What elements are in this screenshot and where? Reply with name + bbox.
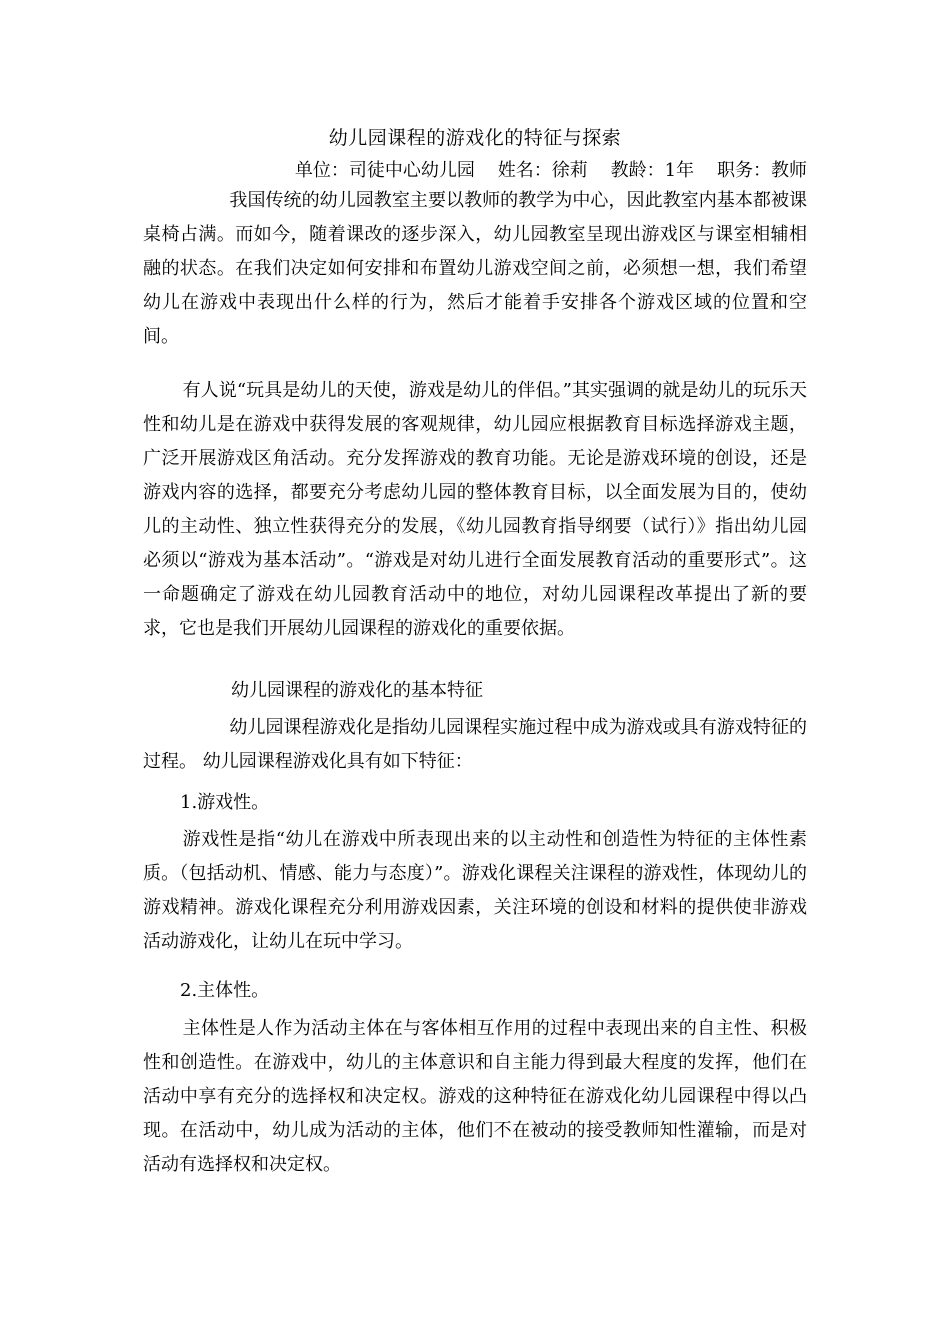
paragraph-subjectivity: 主体性是人作为活动主体在与客体相互作用的过程中表现出来的自主性、积极性和创造性。在游戏中，幼儿的主体意识和自主能力得到最大程度的发挥，他们在活动中享有充分的选择权和决定权。游戏的这种特征在游戏化幼儿园课程中得以凸现。在活动中，幼儿成为活动的主体，他们不在被动的接受教师知性灌输，而是对活动有选择权和决定权。	[143, 1018, 807, 1175]
document-title: 幼儿园课程的游戏化的特征与探索	[328, 127, 622, 149]
author-info-line: 单位：司徒中心幼儿园 姓名：徐莉 教龄：1年 职务：教师	[294, 160, 807, 181]
paragraph-intro: 我国传统的幼儿园教室主要以教师的教学为中心，因此教室内基本都被课桌椅占满。而如今，随着课改的逐步深入，幼儿园教室呈现出游戏区与课室相辅相融的状态。在我们决定如何安排和布置幼儿游戏空间之前，必须想一想，我们希望幼儿在游戏中表现出什么样的行为，然后才能着手安排各个游戏区域的位置和空间。	[143, 190, 807, 347]
paragraph-definition: 幼儿园课程游戏化是指幼儿园课程实施过程中成为游戏或具有游戏特征的过程。 幼儿园课程游戏化具有如下特征：	[143, 717, 807, 772]
subheading-playfulness: 1.游戏性。	[180, 792, 270, 813]
section-heading-basic-features: 幼儿园课程的游戏化的基本特征	[231, 680, 483, 701]
subheading-subjectivity: 2.主体性。	[180, 980, 270, 1001]
paragraph-play-importance: 有人说“玩具是幼儿的天使，游戏是幼儿的伴侣。”其实强调的就是幼儿的玩乐天性和幼儿是在游戏中获得发展的客观规律，幼儿园应根据教育目标选择游戏主题，广泛开展游戏区角活动。充分发挥游戏的教育功能。无论是游戏环境的创设，还是游戏内容的选择，都要充分考虑幼儿园的整体教育目标，以全面发展为目的，使幼儿的主动性、独立性获得充分的发展，《幼儿园教育指导纲要（试行）》指出幼儿园必须以“游戏为基本活动”。“游戏是对幼儿进行全面发展教育活动的重要形式”。这一命题确定了游戏在幼儿园教育活动中的地位，对幼儿园课程改革提出了新的要求，它也是我们开展幼儿园课程的游戏化的重要依据。	[143, 380, 807, 639]
paragraph-playfulness: 游戏性是指“幼儿在游戏中所表现出来的以主动性和创造性为特征的主体性素质。（包括动机、情感、能力与态度）”。游戏化课程关注课程的游戏性，体现幼儿的游戏精神。游戏化课程充分利用游戏因素，关注环境的创设和材料的提供使非游戏活动游戏化，让幼儿在玩中学习。	[143, 829, 807, 952]
